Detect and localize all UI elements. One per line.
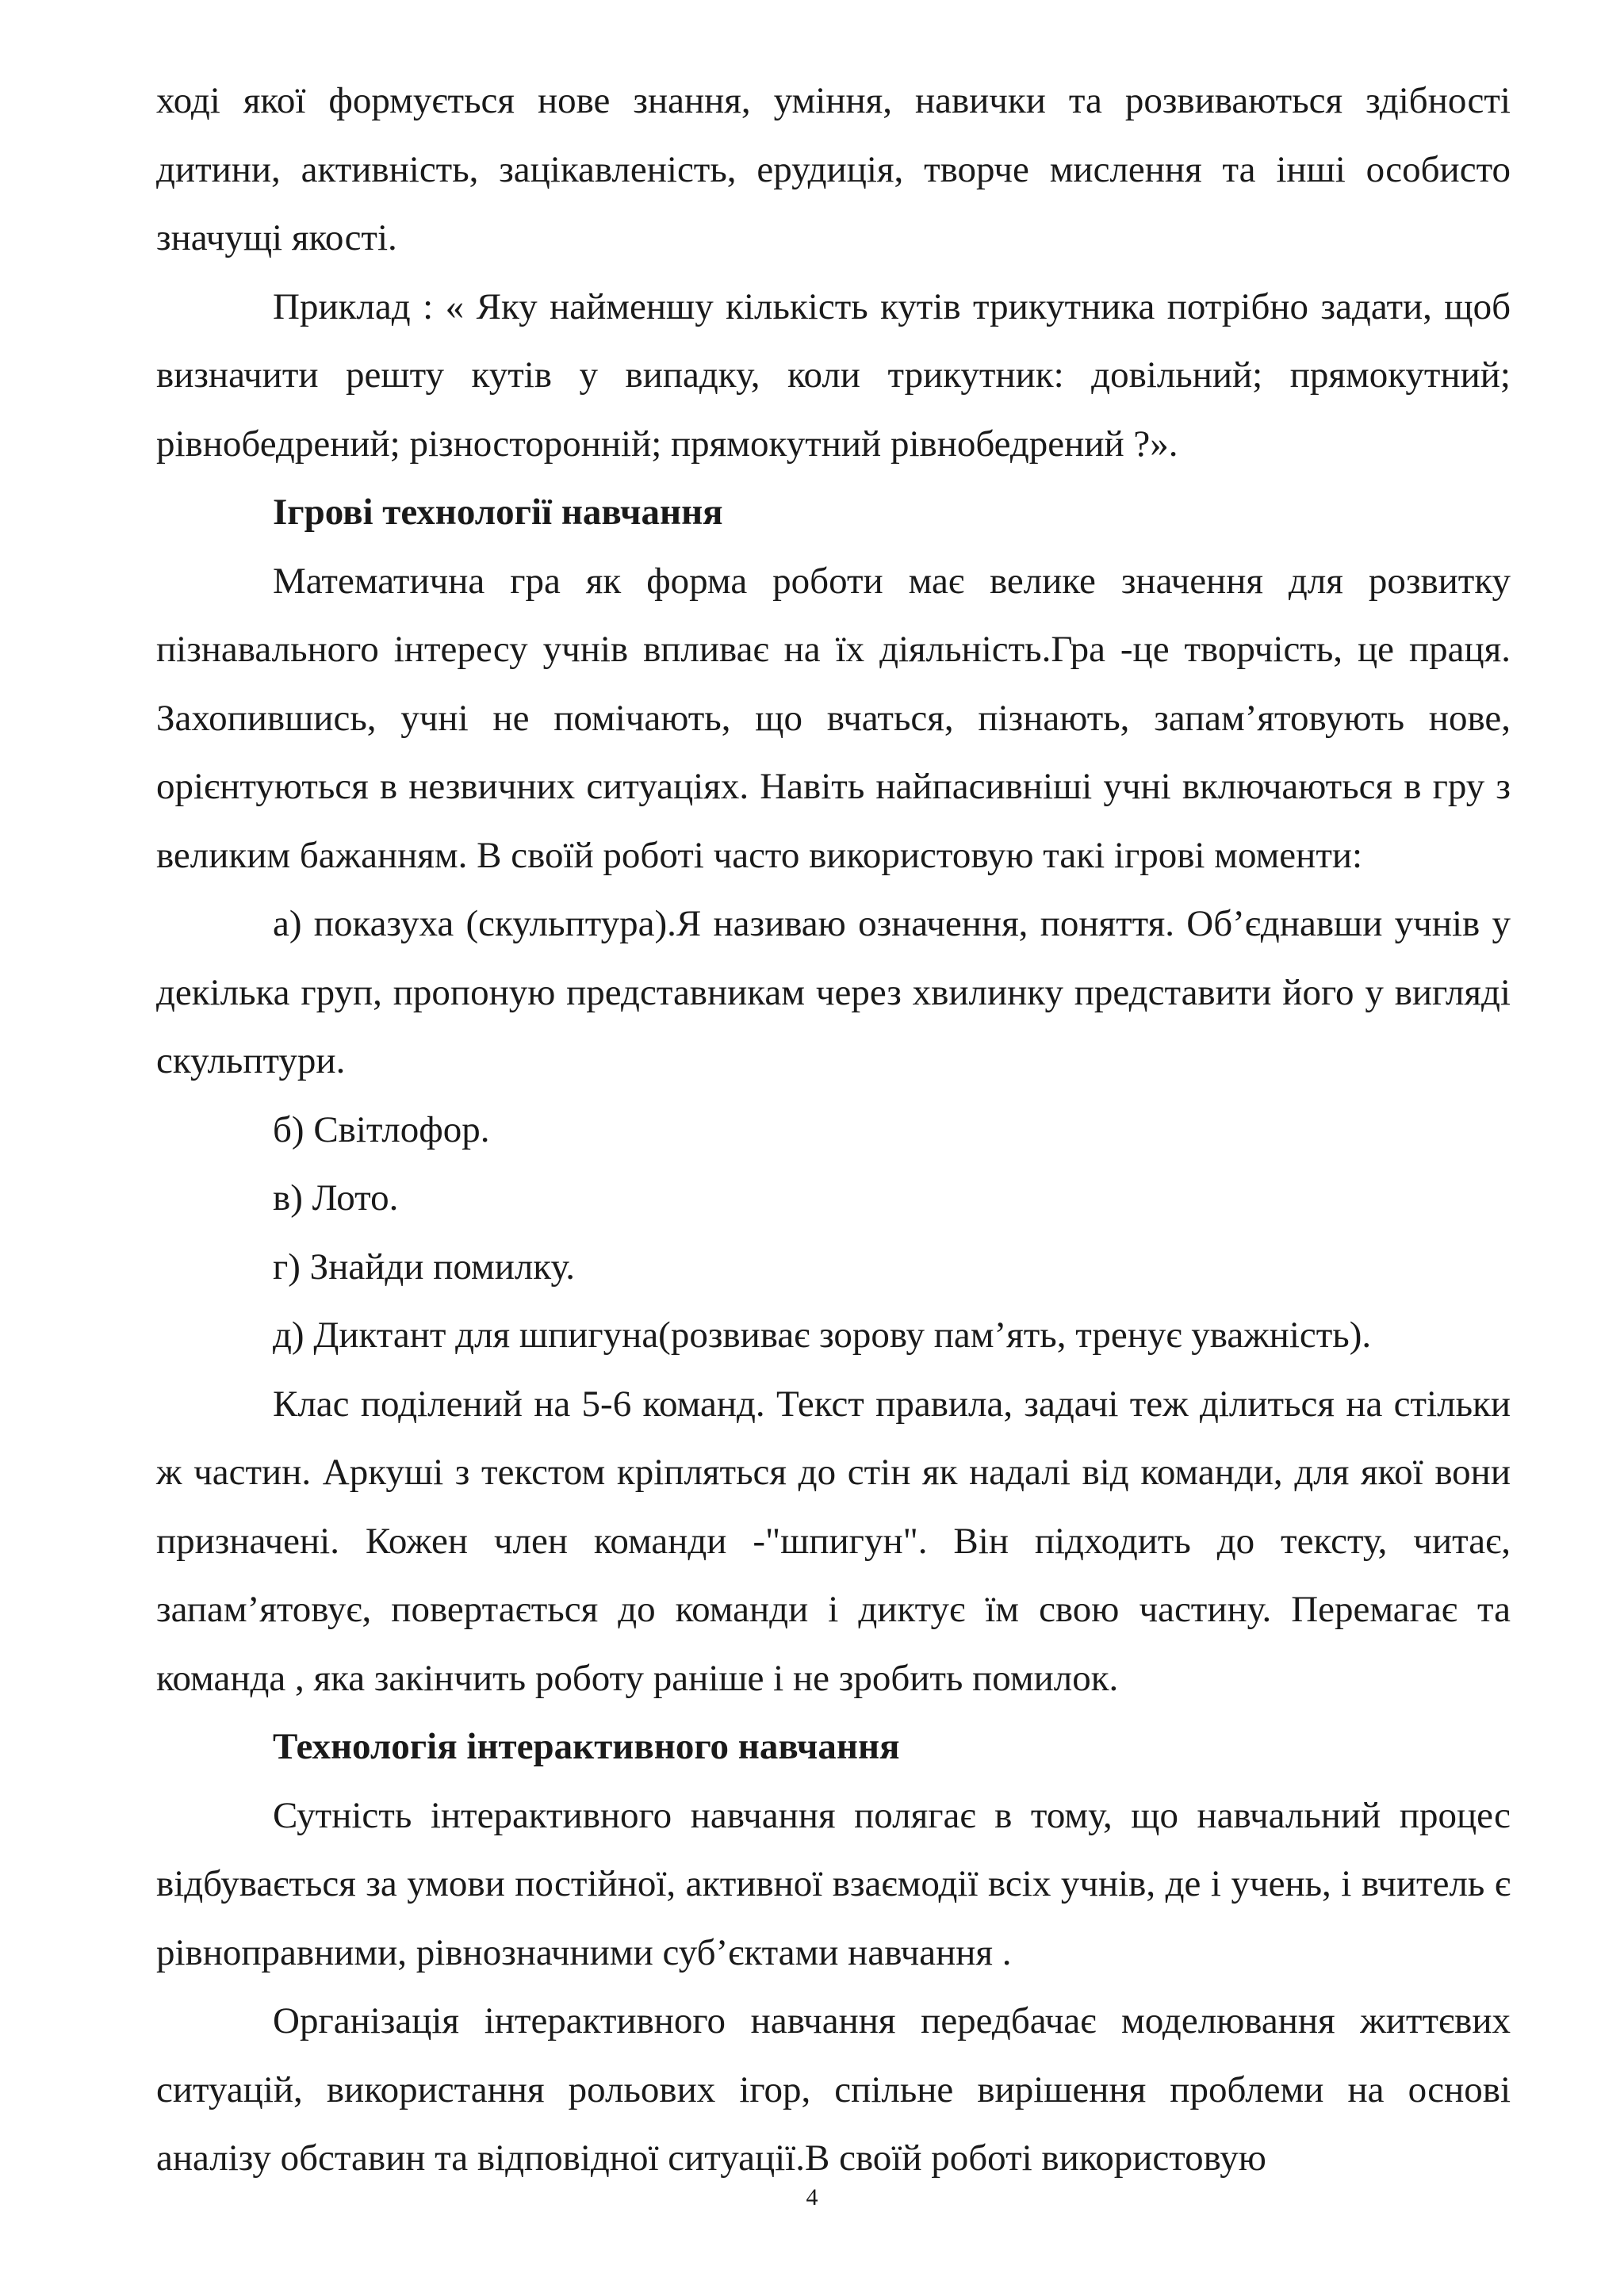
paragraph-math-game: Математична гра як форма роботи має велике значення для розвитку пізнавального інтересу учнів впливає на їх діяльність.Гра -це творчість, це праця. Захопившись, учні не помічають, що вчаться, пізнають, запам’ятовують нове, орієнтуються в незвичних ситуаціях. Навіть найпасивніші учні включаються в гру з великим бажанням. В своїй роботі часто використовую такі ігрові моменти: xyxy=(156,560,1511,876)
section-heading-game-technologies: Ігрові технології навчання xyxy=(273,492,723,533)
page-body xyxy=(156,67,1511,2193)
section-heading-interactive-learning: Технологія інтерактивного навчання xyxy=(273,1726,900,1767)
paragraph-example: Приклад : « Яку найменшу кількість кутів трикутника потрібно задати, щоб визначити решту кутів у випадку, коли трикутник: довільний; прямокутний; рівнобедрений; різносторонній; прямокутний рівнобедрений ?». xyxy=(156,285,1511,465)
paragraph-continuation: ході якої формується нове знання, уміння, навички та розвиваються здібності дитини, активність, зацікавленість, ерудиція, творче мислення та інші особисто значущі якості. xyxy=(156,80,1511,258)
paragraph-interactive-essence: Сутність інтерактивного навчання полягає в тому, що навчальний процес відбувається за умови постійної, активної взаємодії всіх учнів, де і учень, і вчитель є рівноправними, рівнозначними суб’єктами навчання . xyxy=(156,1794,1511,1973)
page-number: 4 xyxy=(806,2184,818,2210)
paragraph-spy-dictation: Клас поділений на 5-6 команд. Текст правила, задачі теж ділиться на стільки ж частин. Аркуші з текстом кріпляться до стін як надалі від команди, для якої вони призначені. Кожен член команди -"шпигун". Він підходить до тексту, читає, запам’ятовує, повертається до команди і диктує їм свою частину. Перемагає та команда , яка закінчить роботу раніше і не зробить помилок. xyxy=(156,1383,1511,1699)
paragraph-interactive-organization: Організація інтерактивного навчання передбачає моделювання життєвих ситуацій, використання рольових ігор, спільне вирішення проблеми на основі аналізу обставин та відповідної ситуації.В своїй роботі використовую xyxy=(156,2000,1511,2179)
list-item-c: в) Лото. xyxy=(273,1177,399,1219)
list-item-e: д) Диктант для шпигуна(розвиває зорову пам’ять, тренує уважність). xyxy=(273,1314,1372,1356)
list-item-b: б) Світлофор. xyxy=(273,1108,490,1150)
list-item-d: г) Знайди помилку. xyxy=(273,1246,576,1288)
list-item-a: а) показуха (скульптура).Я називаю означення, поняття. Об’єднавши учнів у декілька груп, пропоную представникам через хвилинку представити його у вигляді скульптури. xyxy=(156,903,1511,1081)
